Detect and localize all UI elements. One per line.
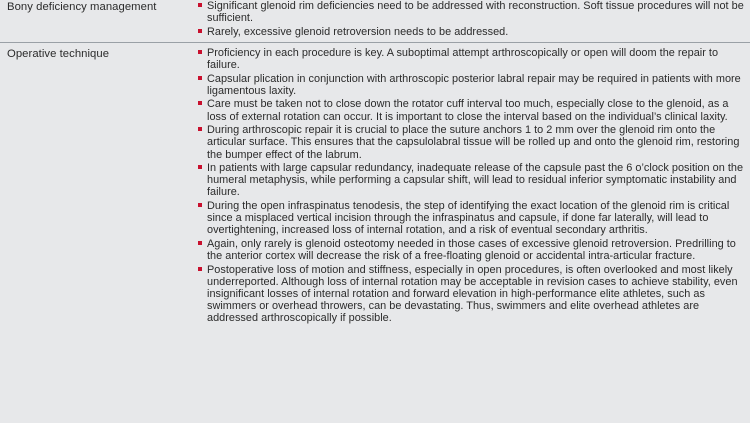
bullet-list	[198, 47, 746, 326]
list-item	[198, 98, 746, 122]
list-item-text: During arthroscopic repair it is crucial to place the suture anchors 1 to 2 mm over the glenoid rim onto the articular surface. This ensures that the capsulolabral tissue will be rolled up and onto the glenoid rim, restoring the bumper effect of the labrum.	[207, 124, 740, 161]
list-item	[198, 47, 746, 71]
list-item-text: Care must be taken not to close down the rotator cuff interval too much, especially close to the glenoid, as a loss of external rotation can occur. It is important to close the interval based on the individual’s clinical laxity.	[207, 98, 729, 123]
list-item	[198, 73, 746, 97]
list-item-text: Capsular plication in conjunction with arthroscopic posterior labral repair may be required in patients with more ligamentous laxity.	[207, 72, 741, 97]
bullet-list	[198, 0, 746, 39]
bullet-square-icon	[198, 101, 202, 105]
list-item-text: Rarely, excessive glenoid retroversion needs to be addressed.	[207, 25, 509, 38]
list-item-text: In patients with large capsular redundancy, inadequate release of the capsule past the 6 o’clock position on the humeral metaphysis, while performing a capsular shift, will lead to residual inferior symptomatic instability and failure.	[207, 162, 744, 199]
bullet-square-icon	[198, 203, 202, 207]
list-item	[198, 26, 746, 38]
list-item-text: Significant glenoid rim deficiencies need to be addressed with reconstruction. Soft tissue procedures will not be sufficient.	[207, 0, 744, 25]
bullet-square-icon	[198, 241, 202, 245]
list-item	[198, 200, 746, 237]
bullet-square-icon	[198, 3, 202, 7]
table-row-bony-deficiency	[0, 0, 750, 42]
list-item	[198, 162, 746, 199]
list-item-text: Again, only rarely is glenoid osteotomy needed in those cases of excessive glenoid retroversion. Predrilling to the anterior cortex will decrease the risk of a free-floating glenoid or accidental intra-articular fracture.	[207, 237, 736, 263]
list-item-text: Postoperative loss of motion and stiffness, especially in open procedures, is often overlooked and most likely underreported. Although loss of internal rotation may be acceptable in revision cases to achieve stability, even insignificant losses of internal rotation and forward elevation in high-performance elite athletes, such as swimmers or overhead throwers, can be devastating. Thus, swimmers and elite overhead athletes are addressed arthroscopically if possible.	[207, 263, 738, 325]
list-item	[198, 238, 746, 262]
row-label: Operative technique	[7, 48, 110, 60]
bullet-square-icon	[198, 165, 202, 169]
row-label: Bony deficiency management	[7, 1, 157, 13]
list-item-text: Proficiency in each procedure is key. A suboptimal attempt arthroscopically or open will doom the repair to failure.	[207, 47, 719, 72]
bullet-square-icon	[198, 29, 202, 33]
table-row-operative-technique	[0, 43, 750, 423]
list-item	[198, 0, 746, 24]
list-item	[198, 124, 746, 161]
list-item-text: During the open infraspinatus tenodesis, the step of identifying the exact location of the glenoid rim is critical since a misplaced vertical incision through the infraspinatus and capsule, if done far laterally, will lead to overtightening, increased loss of internal rotation, and a risk of eventual secondary arthritis.	[207, 199, 730, 237]
bullet-square-icon	[198, 127, 202, 131]
bullet-square-icon	[198, 267, 202, 271]
bullet-square-icon	[198, 76, 202, 80]
list-item	[198, 264, 746, 325]
bullet-square-icon	[198, 50, 202, 54]
